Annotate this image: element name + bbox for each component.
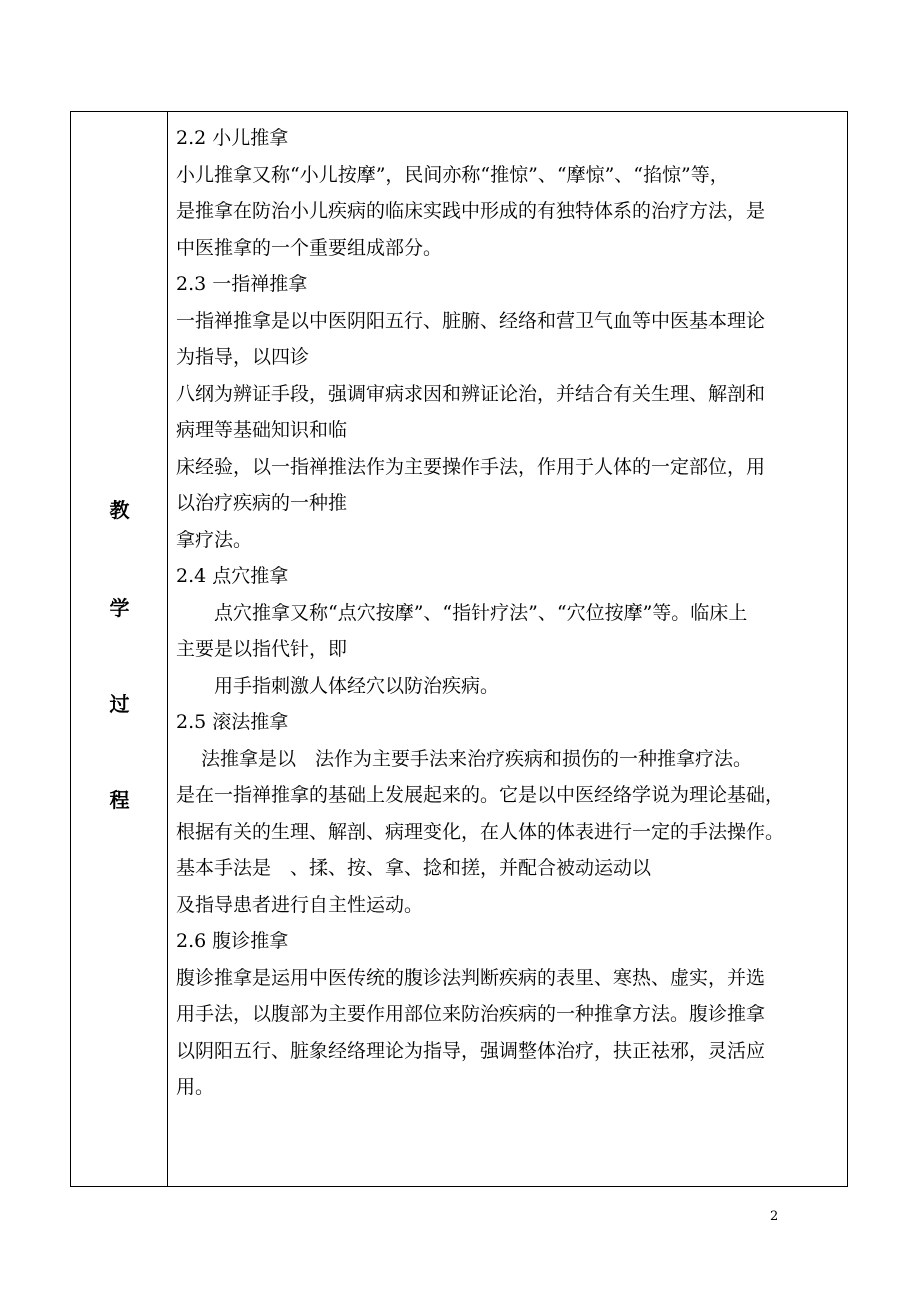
text-line: 基本手法是 、揉、按、拿、捻和搓，并配合被动运动以 <box>176 857 652 879</box>
text-line: 2.5 滚法推拿 <box>176 711 289 733</box>
text-line: 一指禅推拿是以中医阴阳五行、脏腑、经络和营卫气血等中医基本理论 <box>176 309 766 332</box>
page-number: 2 <box>770 1209 779 1224</box>
text-line: 是在一指禅推拿的基础上发展起来的。它是以中医经络学说为理论基础， <box>176 784 785 806</box>
content-cell <box>176 120 844 1106</box>
text-line: 是推拿在防治小儿疾病的临床实践中形成的有独特体系的治疗方法，是 <box>176 200 766 222</box>
text-line: 床经验，以一指禅推法作为主要操作手法，作用于人体的一定部位，用 <box>176 455 766 478</box>
text-line: 以阴阳五行、脏象经络理论为指导，强调整体治疗，扶正祛邪，灵活应 <box>176 1039 766 1062</box>
text-line: 用手法，以腹部为主要作用部位来防治疾病的一种推拿方法。腹诊推拿 <box>176 1003 766 1025</box>
text-line: 2.4 点穴推拿 <box>176 565 289 587</box>
side-label-cell <box>71 112 168 1186</box>
text-line: 法推拿是以 法作为主要手法来治疗疾病和损伤的一种推拿疗法。 <box>176 747 753 770</box>
text-line: 拿疗法。 <box>176 528 253 551</box>
side-label-char: 学 <box>109 596 130 620</box>
text-line: 主要是以指代针，即 <box>176 638 348 660</box>
text-line: 以治疗疾病的一种推 <box>176 492 348 514</box>
content-table <box>70 111 848 1187</box>
text-line: 病理等基础知识和临 <box>176 419 348 441</box>
side-label-char: 程 <box>109 788 130 812</box>
text-line: 及指导患者进行自主性运动。 <box>176 893 424 916</box>
text-line: 用。 <box>176 1076 215 1098</box>
text-line: 用手指刺激人体经穴以防治疾病。 <box>176 674 500 697</box>
text-line: 2.6 腹诊推拿 <box>176 930 289 952</box>
side-label-char: 过 <box>109 692 130 716</box>
text-line: 2.2 小儿推拿 <box>176 127 289 149</box>
text-line: 为指导，以四诊 <box>176 346 310 368</box>
text-line: 腹诊推拿是运用中医传统的腹诊法判断疾病的表里、寒热、虚实，并选 <box>176 966 766 989</box>
side-label-char: 教 <box>109 498 130 522</box>
text-line: 八纲为辨证手段，强调审病求因和辨证论治，并结合有关生理、解剖和 <box>176 382 766 405</box>
text-line: 点穴推拿又称“点穴按摩”、“指针疗法”、“穴位按摩”等。临床上 <box>176 601 748 624</box>
text-line: 小儿推拿又称“小儿按摩”，民间亦称“推惊”、“摩惊”、“掐惊”等， <box>176 163 729 186</box>
text-line: 中医推拿的一个重要组成部分。 <box>176 236 443 259</box>
text-line: 2.3 一指禅推拿 <box>176 273 308 295</box>
text-line: 根据有关的生理、解剖、病理变化，在人体的体表进行一定的手法操作。 <box>176 820 785 843</box>
